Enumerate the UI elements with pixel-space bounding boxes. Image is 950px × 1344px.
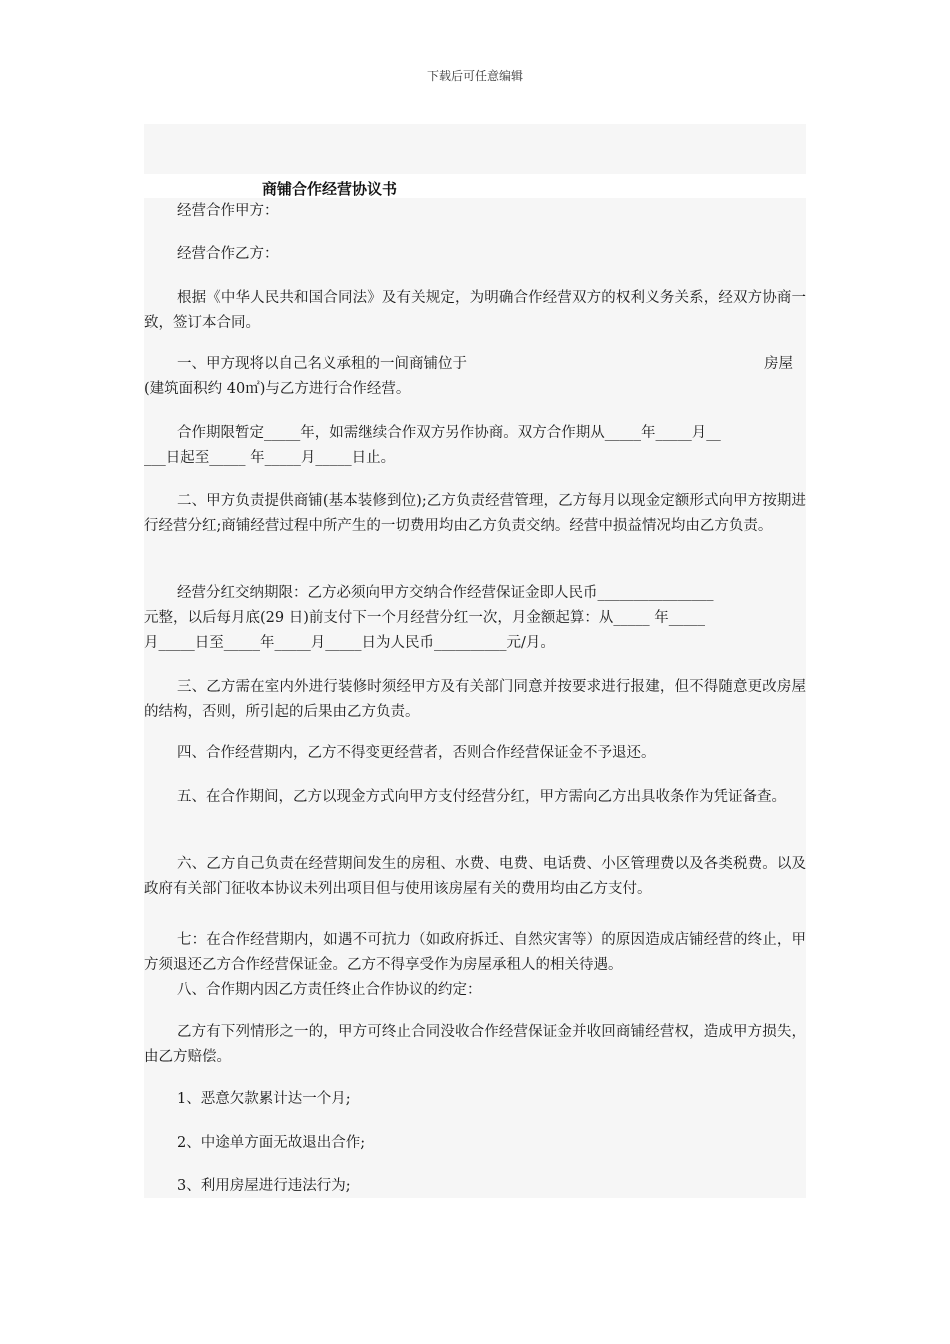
dividend-line-1: 经营分红交纳期限：乙方必须向甲方交纳合作经营保证金即人民币________________ [177, 585, 714, 601]
list-item-2: 2、中途单方面无故退出合作; [177, 1135, 366, 1151]
clause5-paragraph: 五、在合作期间，乙方以现金方式向甲方支付经营分红，甲方需向乙方出具收条作为凭证备查。 [177, 789, 786, 805]
clause1-text-a: 一、甲方现将以自己名义承租的一间商铺位于 [177, 356, 467, 372]
clause6-paragraph: 六、乙方自己负责在经营期间发生的房租、水费、电费、电话费、小区管理费以及各类税费。以及政府有关部门征收本协议未列出项目但与使用该房屋有关的费用均由乙方支付。 [144, 856, 806, 897]
party-a-line: 经营合作甲方： [177, 203, 279, 219]
list-item-3: 3、利用房屋进行违法行为; [177, 1178, 351, 1194]
clause1-text-b: 房屋 [764, 356, 793, 372]
shaded-block-top [144, 124, 806, 174]
party-b-line: 经营合作乙方： [177, 246, 279, 262]
clause7-paragraph: 七：在合作经营期内，如遇不可抗力（如政府拆迁、自然灾害等）的原因造成店铺经营的终止，甲方须退还乙方合作经营保证金。乙方不得享受作为房屋承租人的相关待遇。 [144, 932, 806, 973]
clause8-intro-paragraph: 乙方有下列情形之一的，甲方可终止合同没收合作经营保证金并收回商铺经营权，造成甲方损失，由乙方赔偿。 [144, 1024, 806, 1065]
term-line-1: 合作期限暂定_____年，如需继续合作双方另作协商。双方合作期从_____年_____月__ [177, 425, 721, 441]
clause2-paragraph: 二、甲方负责提供商铺(基本装修到位);乙方负责经营管理，乙方每月以现金定额形式向甲方按期进行经营分红;商铺经营过程中所产生的一切费用均由乙方负责交纳。经营中损益情况均由乙方负责。 [144, 493, 806, 534]
document-title: 商铺合作经营协议书 [262, 180, 398, 198]
term-line-2: ___日起至_____ 年_____月_____日止。 [144, 450, 396, 466]
clause1-text-c: (建筑面积约 40㎡)与乙方进行合作经营。 [144, 381, 411, 397]
clause4-paragraph: 四、合作经营期内，乙方不得变更经营者，否则合作经营保证金不予退还。 [177, 745, 656, 761]
dividend-line-3: 月_____日至_____年_____月_____日为人民币__________元/月。 [144, 635, 555, 651]
page-header: 下载后可任意编辑 [426, 69, 523, 83]
list-item-1: 1、恶意欠款累计达一个月; [177, 1091, 351, 1107]
clause8-paragraph: 八、合作期内因乙方责任终止合作协议的约定： [177, 982, 482, 998]
dividend-line-2: 元整，以后每月底(29 日)前支付下一个月经营分红一次，月金额起算：从_____ 年_____ [144, 610, 705, 626]
clause3-paragraph: 三、乙方需在室内外进行装修时须经甲方及有关部门同意并按要求进行报建，但不得随意更改房屋的结构，否则，所引起的后果由乙方负责。 [144, 679, 806, 720]
preamble-paragraph: 根据《中华人民共和国合同法》及有关规定，为明确合作经营双方的权利义务关系，经双方协商一致，签订本合同。 [144, 290, 806, 331]
